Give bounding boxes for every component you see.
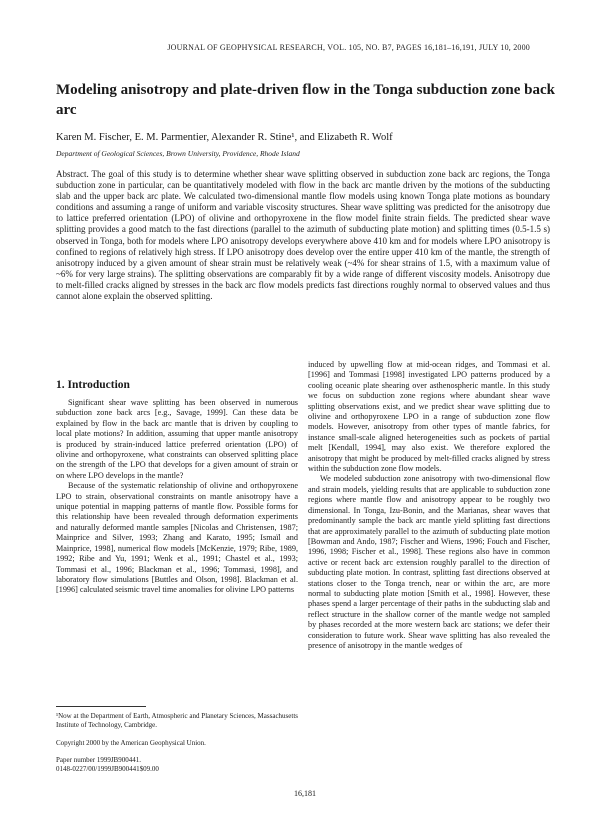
- paragraph: We modeled subduction zone anisotropy with two-dimensional flow and strain models, yielding results that are applicable to subduction zone regions where mantle flow and anisotropy appear to be roughly two dimensional. In Tonga, Izu-Bonin, and the Marianas, shear waves that predominantly sample the back arc mantle yield splitting fast directions that are approximately parallel to the azimuth of subducting plate motion [Bowman and Ando, 1987; Fischer and Wiens, 1996; Fouch and Fischer, 1996, 1998; Fischer et al., 1998]. These regions also have in common active or recent back arc extension roughly parallel to the direction of subducting plate motion. In contrast, splitting fast directions observed at stations closer to the Tonga trench, near or within the arc, are more normal to subducting plate motion [Smith et al., 1998]. However, these phases spend a larger percentage of their paths in the subducting slab and reflect structure in the shallow corner of the mantle wedge not sampled by phases recorded at the more western back arc stations; we defer their consideration to future work. Shear wave splitting has also revealed the presence of anisotropy in the mantle wedges of: [308, 474, 550, 650]
- paper-title: Modeling anisotropy and plate-driven flow in the Tonga subduction zone back arc: [56, 82, 555, 118]
- paragraph: Significant shear wave splitting has been observed in numerous subduction zone back arcs [e.g., Savage, 1999]. Can these data be explained by flow in the back arc mantle that is driven by coupling to local plate motions? In addition, assuming that upper mantle anisotropy is produced by strain-induced lattice preferred orientation (LPO) of olivine and orthopyroxene, what constraints can observed splitting place on the strength of the LPO that develops for a given amount of strain or on where LPO develops in the mantle?: [56, 398, 298, 480]
- author-footnote: ¹Now at the Department of Earth, Atmospheric and Planetary Sciences, Massachusetts Institute of Technology, Cambridge.: [56, 712, 298, 729]
- section-heading-introduction: 1. Introduction: [56, 379, 130, 391]
- affiliation: Department of Geological Sciences, Brown University, Providence, Rhode Island: [56, 149, 300, 158]
- paragraph: induced by upwelling flow at mid-ocean ridges, and Tommasi et al. [1996] and Tommasi [1998] investigated LPO patterns produced by a cooling oceanic plate shearing over asthenospheric mantle. In this study we focus on subduction zone regions where abundant shear wave splitting observations exist, and we predict shear wave splitting due to olivine and orthopyroxene LPO in a range of subduction zone flow models. However, anisotropy from other types of mantle fabrics, for instance small-scale aligned heterogeneities such as pockets of partial melt [Kendall, 1994], may also exist. We therefore explored the anisotropy that might be produced by melt-filled cracks aligned by stress within the subduction zone flow models.: [308, 360, 550, 474]
- paper-number-block: [56, 756, 298, 774]
- running-head: JOURNAL OF GEOPHYSICAL RESEARCH, VOL. 105, NO. B7, PAGES 16,181–16,191, JULY 10, 2000: [167, 43, 530, 52]
- issn-line: 0148-0227/00/1999JB900441$09.00: [56, 765, 159, 773]
- paper-number: Paper number 1999JB900441.: [56, 756, 141, 764]
- copyright-notice: Copyright 2000 by the American Geophysical Union.: [56, 739, 206, 747]
- footnote-divider: [56, 706, 146, 707]
- left-column: [56, 378, 298, 596]
- paragraph: Because of the systematic relationship of olivine and orthopyroxene LPO to strain, observational constraints on mantle anisotropy have a unique potential in mapping patterns of mantle flow. Possible forms for this relationship have been revealed through deformation experiments and naturally deformed mantle samples [Nicolas and Christensen, 1987; Mainprice and Silver, 1993; Zhang and Karato, 1995; Ismaïl and Mainprice, 1998], numerical flow models [McKenzie, 1979; Ribe, 1989, 1992; Ribe and Yu, 1991; Wenk et al., 1991; Chastel et al., 1993; Tommasi et al., 1996; Blackman et al., 1996; Tommasi, 1998], and laboratory flow simulations [Buttles and Olson, 1998]. Blackman et al. [1996] calculated seismic travel time anomalies for olivine LPO patterns: [56, 481, 298, 595]
- page-number: 16,181: [294, 789, 316, 798]
- right-column: [308, 360, 550, 651]
- author-list: Karen M. Fischer, E. M. Parmentier, Alexander R. Stine¹, and Elizabeth R. Wolf: [56, 132, 393, 143]
- abstract: Abstract. The goal of this study is to determine whether shear wave splitting observed in subduction zone back arc regions, the Tonga subduction zone in particular, can be quantitatively modeled with flow in the back arc mantle driven by the motions of the subducting slab and the upper back arc plate. We calculated two-dimensional mantle flow models using known Tonga plate motions as boundary conditions and assuming a range of uniform and variable viscosity structures. Shear wave splitting was predicted for the anisotropy due to lattice preferred orientation (LPO) of olivine and orthopyroxene in the flow model finite strain fields. The predicted shear wave splitting provides a good match to the fast directions (parallel to the azimuth of subducting plate motion) and splitting times (0.5-1.5 s) observed in Tonga, both for models where LPO anisotropy develops everywhere above 410 km and for models where LPO anisotropy is confined to regions of relatively high stress. If LPO anisotropy does develop over the entire upper 410 km of the mantle, the strength of anisotropy induced by a given amount of shear strain must be relatively weak (~4% for shear strains of 1.5, with a maximum value of ~6% for very large strains). The splitting observations are comparably fit by a wide range of different viscosity models. Anisotropy due to melt-filled cracks aligned by stresses in the back arc flow models predicts fast directions roughly normal to observed values and thus cannot alone explain the observed splitting.: [56, 169, 550, 302]
